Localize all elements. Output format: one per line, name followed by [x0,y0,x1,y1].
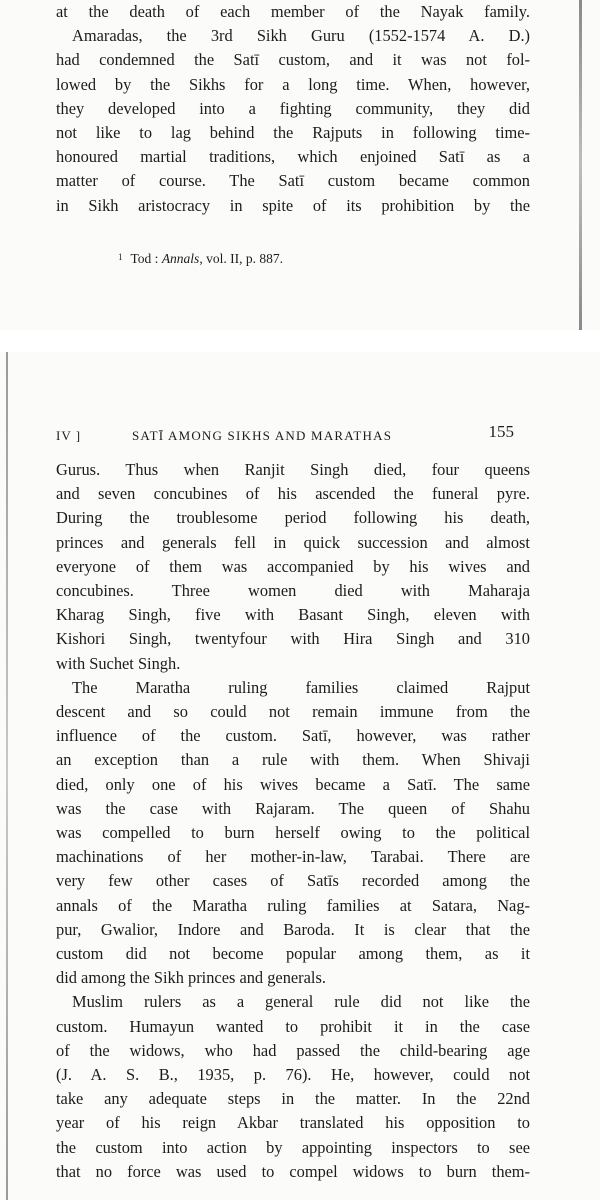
text-line: honoured martial traditions, which enjoined Satī as a [56,147,530,167]
text-line: had condemned the Satī custom, and it was not fol- [56,50,530,70]
text-line: machinations of her mother-in-law, Tarabai. There are [56,847,530,867]
running-head [56,424,530,446]
text-line: (J. A. S. B., 1935, p. 76). He, however, could not [56,1065,530,1085]
text-line: with Suchet Singh. [56,653,181,673]
text-line: custom. Humayun wanted to prohibit it in the case [56,1016,530,1036]
footnote-ref: , vol. II, p. 887. [199,251,283,266]
footnote-marker: 1 [118,252,123,262]
text-line: was the case with Rajaram. The queen of Shahu [56,798,530,818]
page-number: 155 [488,422,514,441]
bottom-page-scan [0,352,600,1200]
top-page-scan [0,0,600,330]
text-line: Kharag Singh, five with Basant Singh, eleven with [56,605,530,625]
text-line: matter of course. The Satī custom became common [56,171,530,191]
footnote-author: Tod : [130,251,162,266]
text-line: annals of the Maratha ruling families at Satara, Nag- [56,895,530,915]
text-line: take any adequate steps in the matter. In the 22nd [56,1089,530,1109]
text-line: that no force was used to compel widows to burn them- [56,1161,530,1181]
text-line: did among the Sikh princes and generals. [56,968,326,988]
text-line: died, only one of his wives became a Satī. The same [56,774,530,794]
footnote-work: Annals [161,251,200,266]
text-line: concubines. Three women died with Maharaja [56,581,530,601]
text-line: an exception than a rule with them. When Shivaji [56,750,530,770]
text-line: everyone of them was accompanied by his wives and [56,556,530,576]
text-line: and seven concubines of his ascended the funeral pyre. [56,484,530,504]
text-line: at the death of each member of the Nayak family. [56,2,530,21]
text-line: influence of the custom. Satī, however, was rather [56,726,530,746]
chapter-number: IV ] [56,428,82,443]
top-page-body [56,0,530,218]
text-line: lowed by the Sikhs for a long time. When, however, [56,74,530,94]
text-line: Gurus. Thus when Ranjit Singh died, four queens [56,460,530,479]
text-line: very few other cases of Satīs recorded among the [56,871,530,891]
running-title: SATĪ AMONG SIKHS AND MARATHAS [132,428,393,443]
text-line: descent and so could not remain immune from the [56,702,530,722]
text-line: Kishori Singh, twentyfour with Hira Singh and 310 [56,629,530,649]
text-line: was compelled to burn herself owing to the political [56,823,530,843]
text-line: pur, Gwalior, Indore and Baroda. It is clear that the [56,919,530,939]
footnote [118,248,283,268]
text-line: they developed into a fighting community, they did [56,98,530,118]
text-line: custom did not become popular among them, as it [56,944,530,964]
bottom-page-body [56,458,530,1184]
text-line: the custom into action by appointing inspectors to see [56,1137,530,1157]
text-line: in Sikh aristocracy in spite of its prohibition by the [56,195,530,215]
text-line: Muslim rulers as a general rule did not like the [72,992,530,1012]
text-line: of the widows, who had passed the child-bearing age [56,1040,530,1060]
text-line: The Maratha ruling families claimed Rajput [72,677,530,697]
text-line: year of his reign Akbar translated his opposition to [56,1113,530,1133]
page-gap [0,330,600,352]
text-line: Amaradas, the 3rd Sikh Guru (1552-1574 A. D.) [72,26,530,46]
text-line: princes and generals fell in quick succession and almost [56,532,530,552]
text-line: During the troublesome period following his death, [56,508,530,528]
text-line: not like to lag behind the Rajputs in following time- [56,123,530,143]
